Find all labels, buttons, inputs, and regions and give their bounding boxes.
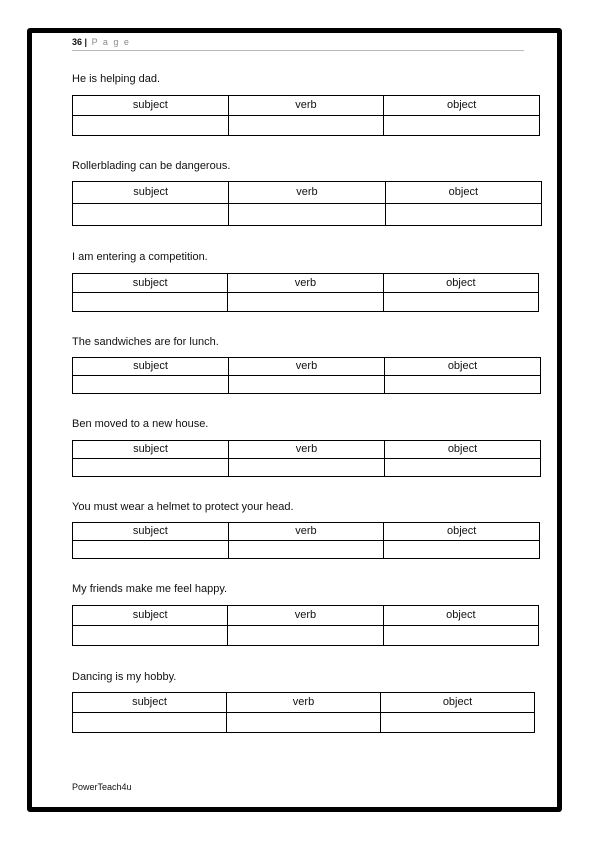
header-separator: | [84,37,88,47]
header-verb: verb [228,606,383,626]
answer-subject-cell[interactable] [73,713,227,733]
answer-object-cell[interactable] [385,376,541,394]
header-object: object [383,274,538,293]
answer-object-cell[interactable] [385,204,541,226]
header-verb: verb [229,182,385,204]
answer-subject-cell[interactable] [73,376,229,394]
svo-table-1 [72,95,540,136]
answer-verb-cell[interactable] [228,626,383,646]
header-object: object [381,693,535,713]
page-number: 36 [72,37,83,47]
header-verb: verb [228,96,384,116]
sentence-5: Ben moved to a new house. [72,418,209,430]
header-subject: subject [73,441,229,459]
answer-verb-cell[interactable] [228,116,384,136]
svo-table-6 [72,522,540,559]
header-subject: subject [73,96,229,116]
header-verb: verb [227,693,381,713]
answer-verb-cell[interactable] [228,293,383,312]
svo-table-2 [72,181,542,226]
answer-object-cell[interactable] [384,541,540,559]
sentence-3: I am entering a competition. [72,251,208,263]
header-verb: verb [228,523,384,541]
header-subject: subject [73,693,227,713]
answer-object-cell[interactable] [384,116,540,136]
footer-brand: PowerTeach4u [72,782,132,792]
answer-subject-cell[interactable] [73,204,229,226]
svo-table-8 [72,692,535,733]
answer-object-cell[interactable] [383,626,538,646]
header-object: object [384,523,540,541]
header-object: object [385,358,541,376]
sentence-4: The sandwiches are for lunch. [72,336,219,348]
header-object: object [385,441,541,459]
header-verb: verb [229,441,385,459]
header-subject: subject [73,523,229,541]
answer-verb-cell[interactable] [229,204,385,226]
answer-object-cell[interactable] [381,713,535,733]
answer-subject-cell[interactable] [73,541,229,559]
header-subject: subject [73,606,228,626]
svo-table-3 [72,273,539,312]
answer-verb-cell[interactable] [229,459,385,477]
header-object: object [385,182,541,204]
sentence-7: My friends make me feel happy. [72,583,228,595]
answer-object-cell[interactable] [383,293,538,312]
answer-verb-cell[interactable] [229,376,385,394]
answer-verb-cell[interactable] [227,713,381,733]
answer-subject-cell[interactable] [73,459,229,477]
answer-subject-cell[interactable] [73,116,229,136]
header-subject: subject [73,274,228,293]
header-verb: verb [228,274,383,293]
header-object: object [384,96,540,116]
answer-verb-cell[interactable] [228,541,384,559]
page-word: P a g e [91,37,131,47]
sentence-8: Dancing is my hobby. [72,671,177,683]
sentence-2: Rollerblading can be dangerous. [72,160,231,172]
answer-object-cell[interactable] [385,459,541,477]
page-header [72,36,524,51]
header-subject: subject [73,182,229,204]
header-subject: subject [73,358,229,376]
header-verb: verb [229,358,385,376]
header-object: object [383,606,538,626]
answer-subject-cell[interactable] [73,293,228,312]
svo-table-4 [72,357,541,394]
answer-subject-cell[interactable] [73,626,228,646]
sentence-6: You must wear a helmet to protect your head. [72,501,294,513]
svo-table-7 [72,605,539,646]
svo-table-5 [72,440,541,477]
sentence-1: He is helping dad. [72,73,161,85]
